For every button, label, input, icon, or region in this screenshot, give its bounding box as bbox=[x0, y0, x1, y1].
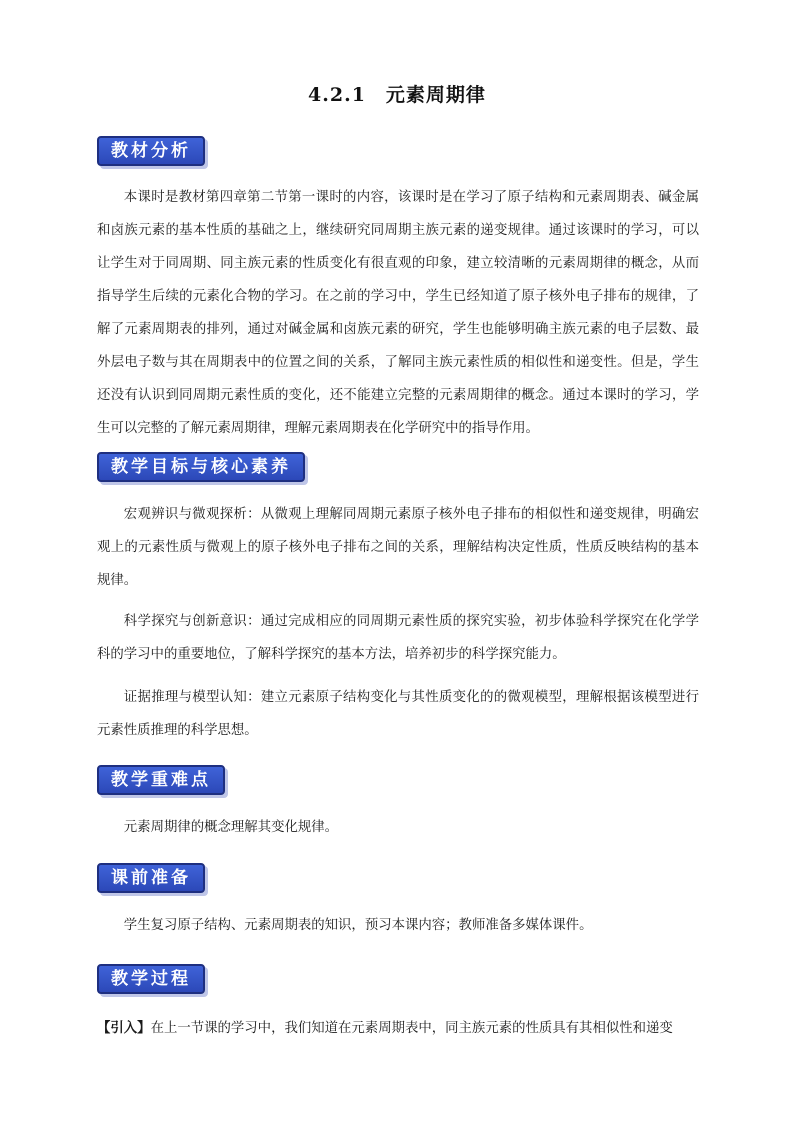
goal-item-inquiry: 科学探究与创新意识：通过完成相应的同周期元素性质的探究实验，初步体验科学探究在化学学科的学习中的重要地位，了解科学探究的基本方法，培养初步的科学探究能力。 bbox=[97, 614, 699, 662]
preparation-paragraph: 学生复习原子结构、元素周期表的知识，预习本课内容；教师准备多媒体课件。 bbox=[123, 918, 593, 933]
analysis-paragraph: 本课时是教材第四章第二节第一课时的内容，该课时是在学习了原子结构和元素周期表、碱金属和卤族元素的基本性质的基础之上，继续研究同周期主族元素的递变规律。通过该课时的学习，可以让学生对于同周期、同主族元素的性质变化有很直观的印象，建立较清晰的元素周期律的概念，从而指导学生后续的元素化合物的学习。在之前的学习中，学生已经知道了原子核外电子排布的规律，了解了元素周期表的排列，通过对碱金属和卤族元素的研究，学生也能够明确主族元素的电子层数、最外层电子数与其在周期表中的位置之间的关系，了解同主族元素性质的相似性和递变性。但是，学生还没有认识到同周期元素性质的变化，还不能建立完整的元素周期律的概念。通过本课时的学习，学生可以完整的了解元素周期律，理解元素周期表在化学研究中的指导作用。 bbox=[97, 190, 699, 436]
intro-tag: 【引入】 bbox=[97, 1021, 151, 1036]
document-title: 4.2.1 元素周期律 bbox=[308, 84, 486, 106]
section-heading-key-points: 教学重难点 bbox=[97, 765, 225, 795]
section-heading-preparation: 课前准备 bbox=[97, 863, 205, 893]
process-intro-paragraph bbox=[97, 1012, 699, 1045]
section-heading-process: 教学过程 bbox=[97, 964, 205, 994]
goal-item-reasoning: 证据推理与模型认知：建立元素原子结构变化与其性质变化的的微观模型，理解根据该模型进行元素性质推理的科学思想。 bbox=[97, 690, 699, 738]
section-heading-goals: 教学目标与核心素养 bbox=[97, 452, 305, 482]
section-heading-analysis: 教材分析 bbox=[97, 136, 205, 166]
intro-text: 在上一节课的学习中，我们知道在元素周期表中，同主族元素的性质具有其相似性和递变 bbox=[150, 1021, 673, 1036]
key-points-paragraph: 元素周期律的概念理解其变化规律。 bbox=[123, 820, 339, 835]
goal-item-macro-micro: 宏观辨识与微观探析：从微观上理解同周期元素原子核外电子排布的相似性和递变规律，明确宏观上的元素性质与微观上的原子核外电子排布之间的关系，理解结构决定性质，性质反映结构的基本规律。 bbox=[97, 507, 699, 588]
